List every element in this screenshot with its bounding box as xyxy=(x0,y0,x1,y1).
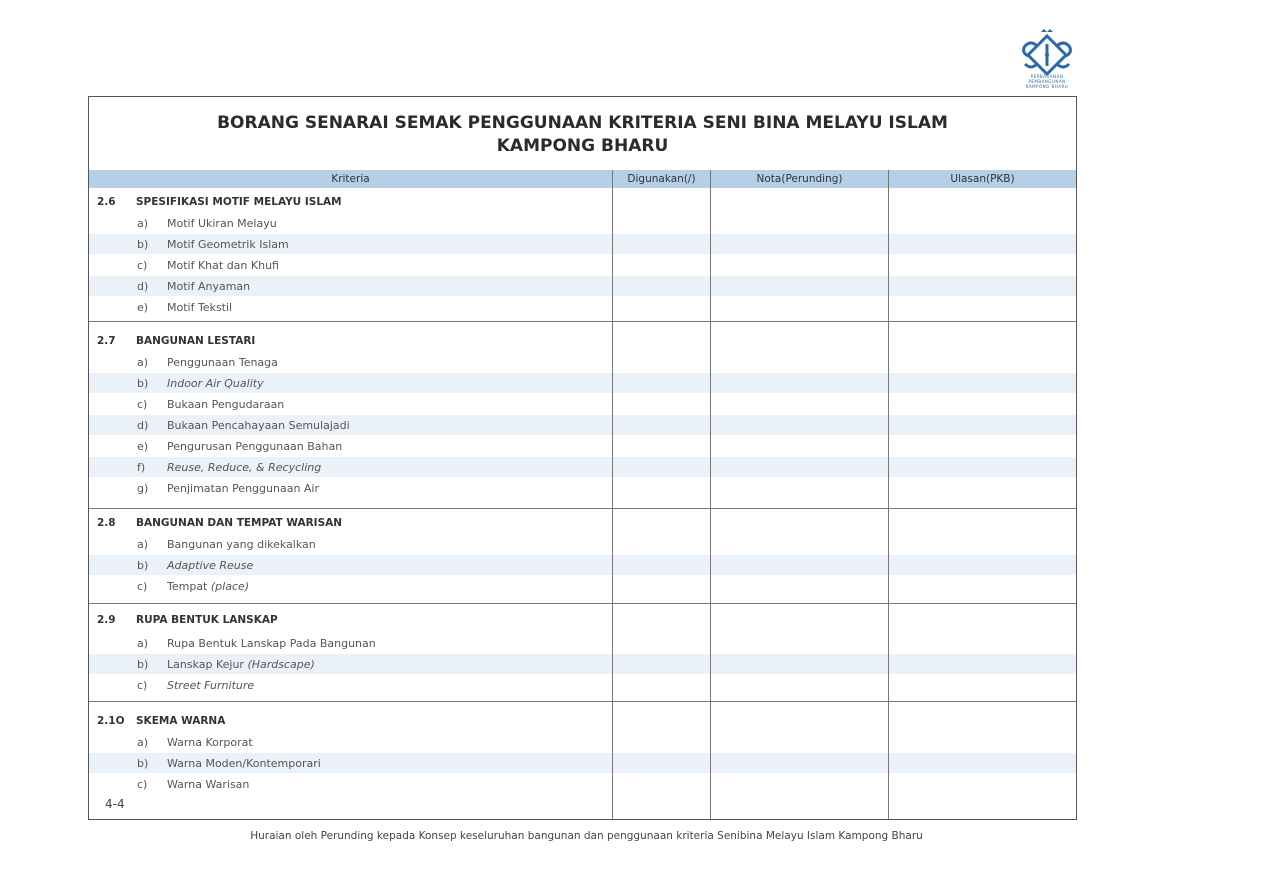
item-text xyxy=(167,538,316,551)
table-header-row xyxy=(89,170,1076,188)
item-text xyxy=(167,301,232,314)
item-text-normal: Bukaan Pengudaraan xyxy=(167,398,285,411)
item-text xyxy=(167,637,376,650)
column-divider xyxy=(888,170,889,819)
column-divider xyxy=(612,170,613,819)
item-letter: c) xyxy=(137,679,148,692)
item-text-normal: Motif Tekstil xyxy=(167,301,233,314)
item-text-normal: Motif Geometrik Islam xyxy=(167,238,289,251)
item-letter: d) xyxy=(137,280,149,293)
item-letter: b) xyxy=(137,377,149,390)
item-letter: f) xyxy=(137,461,146,474)
item-letter: c) xyxy=(137,259,148,272)
section-divider xyxy=(89,603,1076,604)
item-letter: b) xyxy=(137,658,149,671)
section-title: BANGUNAN DAN TEMPAT WARISAN xyxy=(136,517,343,529)
item-letter: e) xyxy=(137,301,149,314)
form-title-line1: BORANG SENARAI SEMAK PENGGUNAAN KRITERIA SENI BINA MELAYU ISLAM xyxy=(217,113,948,133)
item-text xyxy=(167,559,253,572)
item-text xyxy=(167,461,321,474)
section-divider xyxy=(89,321,1076,322)
section-title: SPESIFIKASI MOTIF MELAYU ISLAM xyxy=(136,196,342,208)
section-number: 2.7 xyxy=(97,335,116,347)
item-text xyxy=(167,440,342,453)
form-title xyxy=(89,112,1076,158)
form-title-line2: KAMPONG BHARU xyxy=(496,136,669,156)
section-title: BANGUNAN LESTARI xyxy=(136,335,256,347)
section-title: RUPA BENTUK LANSKAP xyxy=(136,614,278,626)
item-text-normal: Pengurusan Penggunaan Bahan xyxy=(167,440,343,453)
item-text xyxy=(167,238,289,251)
item-text-normal: Warna Warisan xyxy=(167,778,250,791)
item-text xyxy=(167,217,277,230)
item-text xyxy=(167,280,250,293)
item-letter: c) xyxy=(137,580,148,593)
item-text-normal: Motif Khat dan Khufi xyxy=(167,259,279,272)
section-number: 2.1O xyxy=(97,715,125,727)
item-text-italic: Street Furniture xyxy=(167,679,255,692)
item-text xyxy=(167,398,284,411)
item-text-normal: Rupa Bentuk Lanskap Pada Bangunan xyxy=(167,637,376,650)
item-text xyxy=(167,679,254,692)
item-text-normal: Bangunan yang dikekalkan xyxy=(167,538,316,551)
item-letter: a) xyxy=(137,356,149,369)
column-header-nota: Nota(Perunding) xyxy=(756,173,843,185)
kampong-bharu-logo-icon xyxy=(1012,28,1082,78)
item-text-italic: (Hardscape) xyxy=(247,658,315,671)
item-text-italic: Reuse, Reduce, & Recycling xyxy=(167,461,322,474)
section-number: 2.8 xyxy=(97,517,116,529)
item-letter: c) xyxy=(137,398,148,411)
section-title: SKEMA WARNA xyxy=(136,715,226,727)
logo-caption-line2: KAMPONG BHARU xyxy=(1025,84,1069,89)
item-text xyxy=(167,377,264,390)
item-text-normal: Penjimatan Penggunaan Air xyxy=(167,482,320,495)
item-letter: b) xyxy=(137,238,149,251)
item-text xyxy=(167,419,350,432)
checklist-form xyxy=(88,96,1077,820)
footer-caption: Huraian oleh Perunding kepada Konsep keseluruhan bangunan dan penggunaan kriteria Senibina Melayu Islam Kampong Bharu xyxy=(250,830,923,842)
item-text-normal: Warna Moden/Kontemporari xyxy=(167,757,321,770)
section-number: 2.9 xyxy=(97,614,116,626)
item-letter: a) xyxy=(137,217,149,230)
item-letter: a) xyxy=(137,736,149,749)
item-letter: d) xyxy=(137,419,149,432)
item-letter: c) xyxy=(137,778,148,791)
item-text xyxy=(167,356,278,369)
item-letter: a) xyxy=(137,538,149,551)
page-number: 4-4 xyxy=(105,797,125,811)
item-text-normal: Motif Anyaman xyxy=(167,280,251,293)
item-text xyxy=(167,778,249,791)
item-text-italic: Adaptive Reuse xyxy=(167,559,254,572)
item-text-normal: Penggunaan Tenaga xyxy=(167,356,278,369)
item-text xyxy=(167,658,315,671)
item-letter: g) xyxy=(137,482,149,495)
logo-caption-line1: PERBADANAN PEMBANGUNAN xyxy=(1028,74,1066,84)
item-text xyxy=(167,580,249,593)
item-text-italic: (place) xyxy=(210,580,250,593)
column-header-digunakan: Digunakan(/) xyxy=(627,173,696,185)
item-letter: a) xyxy=(137,637,149,650)
item-text xyxy=(167,259,279,272)
logo-caption xyxy=(1014,74,1080,89)
item-text xyxy=(167,482,319,495)
item-text-normal: Bukaan Pencahayaan Semulajadi xyxy=(167,419,350,432)
column-divider xyxy=(710,170,711,819)
item-letter: b) xyxy=(137,559,149,572)
item-text-normal: Motif Ukiran Melayu xyxy=(167,217,277,230)
item-text-normal: Warna Korporat xyxy=(167,736,253,749)
column-header-kriteria: Kriteria xyxy=(331,173,370,185)
item-text-italic: Indoor Air Quality xyxy=(167,377,264,390)
column-header-ulasan: Ulasan(PKB) xyxy=(950,173,1015,185)
section-divider xyxy=(89,701,1076,702)
item-text-normal: Tempat xyxy=(167,580,211,593)
item-text xyxy=(167,736,253,749)
item-text-normal: Lanskap Kejur xyxy=(167,658,248,671)
item-text xyxy=(167,757,321,770)
item-letter: b) xyxy=(137,757,149,770)
section-number: 2.6 xyxy=(97,196,116,208)
item-letter: e) xyxy=(137,440,149,453)
section-divider xyxy=(89,508,1076,509)
